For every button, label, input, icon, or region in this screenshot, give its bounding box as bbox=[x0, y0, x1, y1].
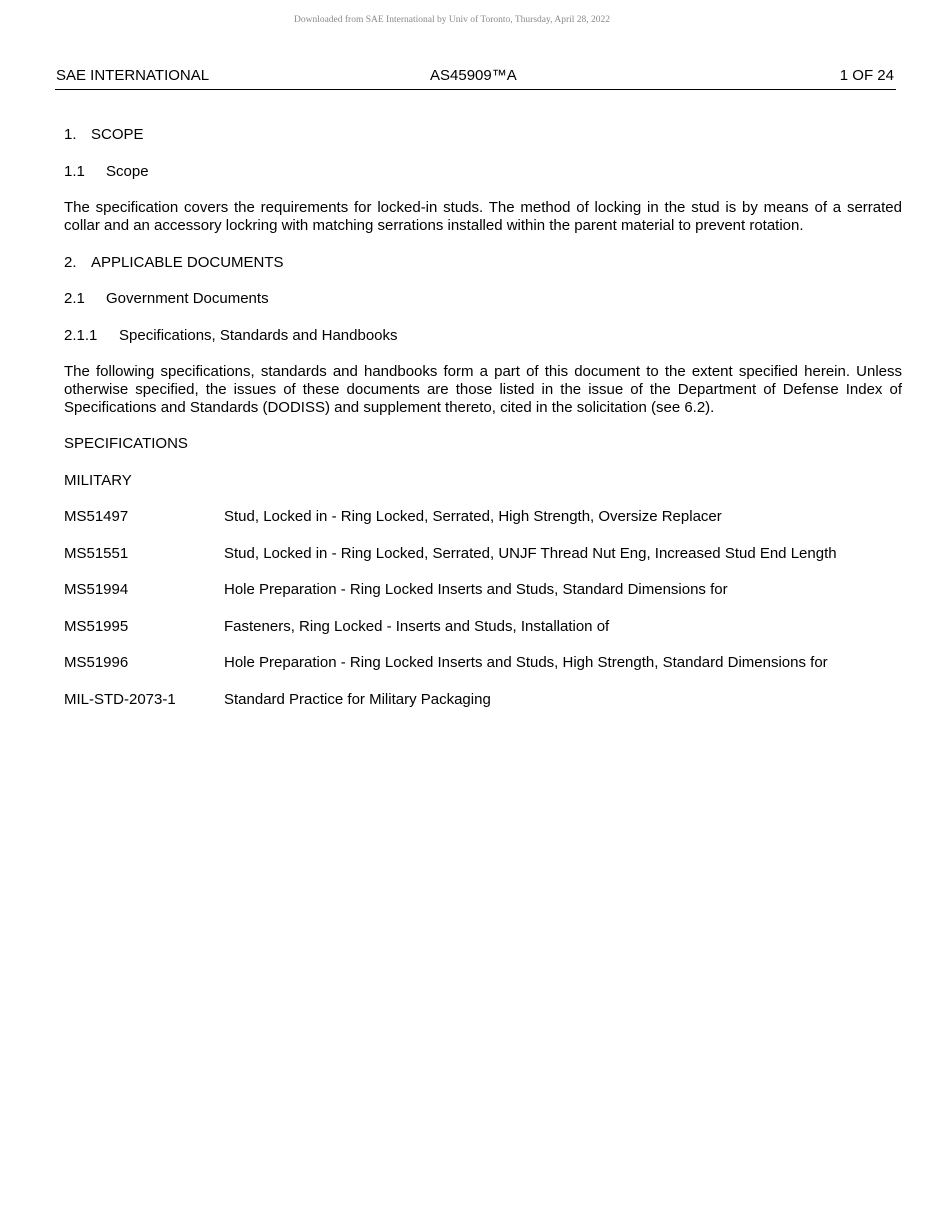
header-document-number: AS45909™A bbox=[430, 67, 517, 84]
reference-row bbox=[64, 581, 728, 599]
reference-id: MS51994 bbox=[64, 581, 129, 598]
section-2-1-1-number: 2.1.1 bbox=[64, 327, 98, 344]
section-2-1-title: Government Documents bbox=[106, 290, 269, 307]
military-heading: MILITARY bbox=[64, 472, 132, 489]
reference-id: MIL-STD-2073-1 bbox=[64, 691, 176, 708]
header-organization: SAE INTERNATIONAL bbox=[56, 67, 210, 84]
section-1-number: 1. bbox=[64, 126, 77, 143]
reference-id: MS51996 bbox=[64, 654, 129, 671]
reference-row bbox=[64, 618, 609, 636]
reference-row bbox=[64, 691, 491, 709]
reference-row bbox=[64, 508, 722, 526]
section-2-1-number: 2.1 bbox=[64, 290, 85, 307]
reference-title: Standard Practice for Military Packaging bbox=[224, 691, 491, 708]
section-2-number: 2. bbox=[64, 254, 77, 271]
section-2-heading bbox=[64, 254, 284, 272]
reference-title: Hole Preparation - Ring Locked Inserts and Studs, Standard Dimensions for bbox=[224, 581, 728, 598]
reference-id: MS51995 bbox=[64, 618, 129, 635]
section-2-1-heading bbox=[64, 290, 269, 308]
section-2-title: APPLICABLE DOCUMENTS bbox=[91, 254, 284, 271]
reference-row bbox=[64, 654, 828, 672]
section-2-1-1-heading bbox=[64, 327, 398, 345]
reference-title: Fasteners, Ring Locked - Inserts and Studs, Installation of bbox=[224, 618, 610, 635]
reference-title: Stud, Locked in - Ring Locked, Serrated, UNJF Thread Nut Eng, Increased Stud End Length bbox=[224, 545, 837, 562]
download-watermark: Downloaded from SAE International by Univ of Toronto, Thursday, April 28, 2022 bbox=[293, 15, 611, 25]
section-2-1-1-title: Specifications, Standards and Handbooks bbox=[119, 327, 398, 344]
section-1-1-number: 1.1 bbox=[64, 163, 85, 180]
reference-id: MS51551 bbox=[64, 545, 129, 562]
scope-paragraph: The specification covers the requirements for locked-in studs. The method of locking in the stud is by means of a serrated collar and an accessory lockring with matching serrations installed within the parent material to prevent rotation. bbox=[64, 199, 902, 234]
reference-id: MS51497 bbox=[64, 508, 129, 525]
reference-title: Hole Preparation - Ring Locked Inserts and Studs, High Strength, Standard Dimensions for bbox=[224, 654, 828, 671]
reference-row bbox=[64, 545, 837, 563]
specifications-heading: SPECIFICATIONS bbox=[64, 435, 188, 452]
section-1-title: SCOPE bbox=[91, 126, 144, 143]
section-1-heading bbox=[64, 126, 144, 144]
page-header bbox=[55, 66, 896, 90]
specifications-paragraph: The following specifications, standards and handbooks form a part of this document to the extent specified herein. Unless otherwise specified, the issues of these documents are those listed in the issue of the Department of Defense Index of Specifications and Standards (DODISS) and supplement thereto, cited in the solicitation (see 6.2). bbox=[64, 363, 902, 416]
header-page-number: 1 OF 24 bbox=[839, 67, 894, 84]
section-1-1-heading bbox=[64, 163, 149, 181]
reference-title: Stud, Locked in - Ring Locked, Serrated, High Strength, Oversize Replacer bbox=[224, 508, 722, 525]
section-1-1-title: Scope bbox=[106, 163, 149, 180]
